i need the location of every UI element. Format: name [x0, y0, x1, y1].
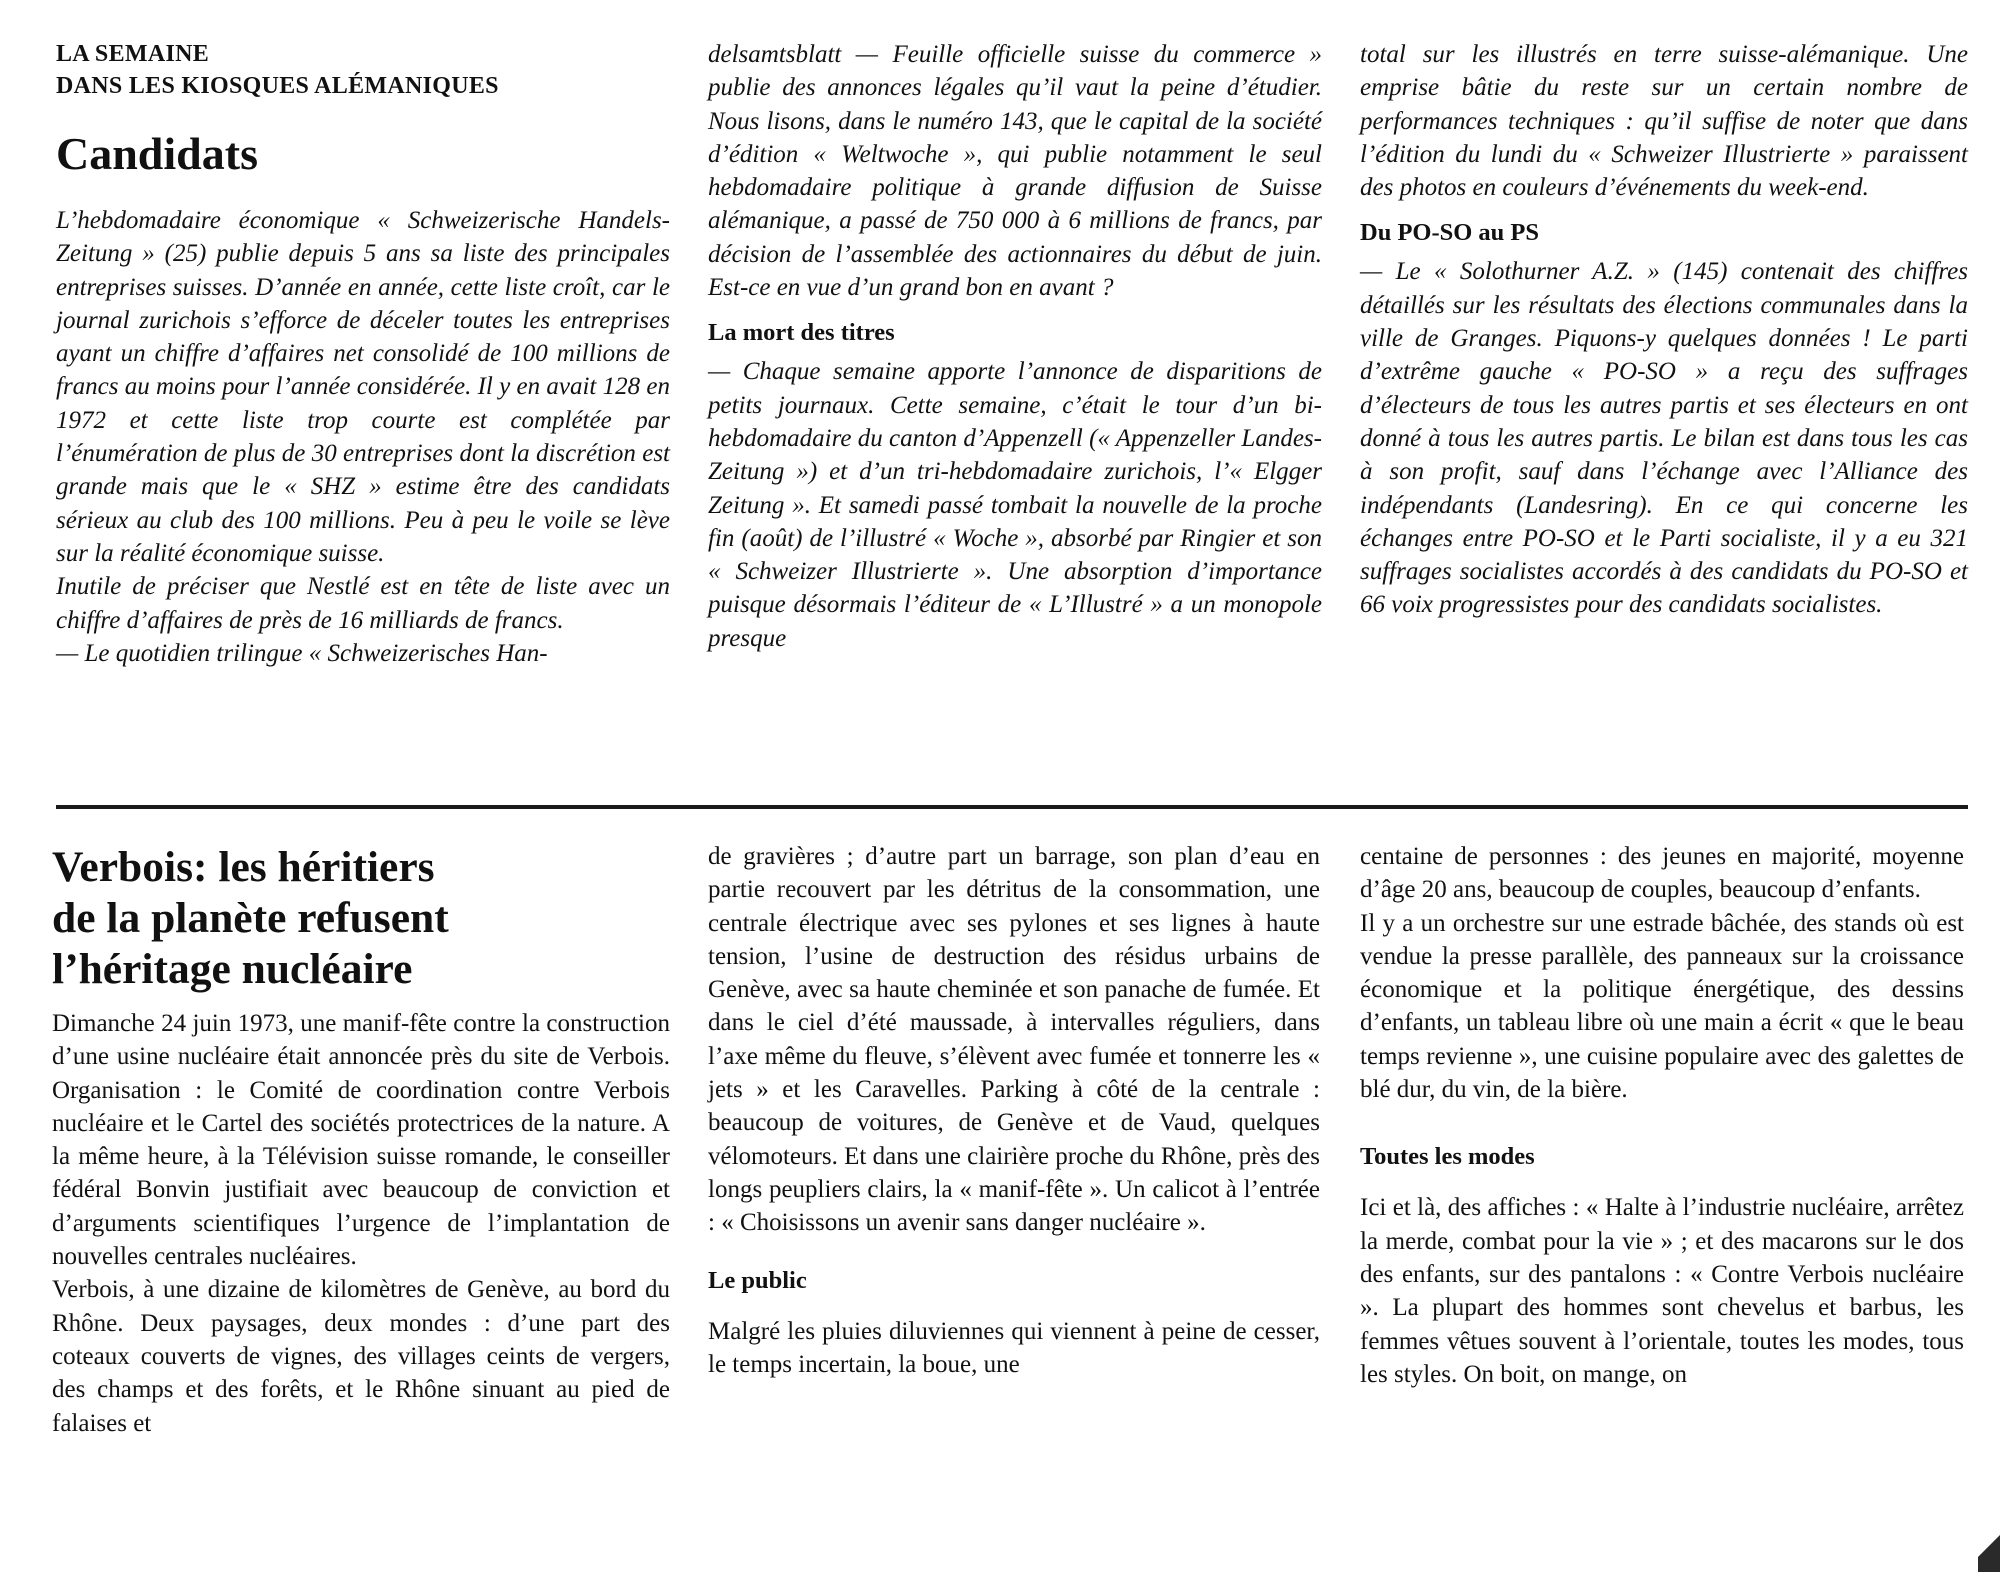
title-line: de la planète refusent [52, 894, 449, 942]
paragraph: — Chaque semaine apporte l’annonce de disparitions de petits journaux. Cette semaine, c’était le tour d’un bi-hebdomadaire du canton d’Appenzell (« Appenzeller Landes-Zeitung ») et d’un tri-hebdomadaire zurichois, l’« Elgger Zeitung ». Et samedi passé tombait la nouvelle de la proche fin (août) de l’illustré « Woche », absorbé par Ringier et son « Schweizer Illustrierte ». Une absorption d’importance puisque désormais l’éditeur de « L’Illustré » a un monopole presque [708, 358, 1322, 652]
kicker-line: DANS LES KIOSQUES ALÉMANIQUES [56, 73, 499, 99]
paragraph: Il y a un orchestre sur une estrade bâchée, des stands où est vendue la presse parallèle, des panneaux sur la croissance économique et la politique énergétique, des dessins d’enfants, un tableau libre où une main a écrit « que le beau temps revienne », une cuisine populaire avec des galettes de blé dur, du vin, de la bière. [1360, 909, 1964, 1104]
subheading-le-public: Le public [708, 1266, 807, 1294]
paragraph: total sur les illustrés en terre suisse-alémanique. Une emprise bâtie du reste sur un certain nombre de performances techniques : qu’il suffise de noter que dans l’édition du lundi du « Schweizer Illustrierte » paraissent des photos en couleurs d’événements du week-end. [1360, 41, 1968, 202]
title-line: l’héritage nucléaire [52, 945, 413, 993]
paragraph: — Le quotidien trilingue « Schweizerisches Han- [56, 639, 548, 667]
paragraph: Verbois, à une dizaine de kilomètres de Genève, au bord du Rhône. Deux paysages, deux mondes : d’une part des coteaux couverts de vignes, des villages ceints de vergers, des champs et des forêts, et le Rhône sinuant au pied de falaises et [52, 1276, 670, 1437]
bottom-column-1 [52, 1007, 670, 1440]
article-title-candidats: Candidats [56, 128, 258, 179]
paragraph: Malgré les pluies diluviennes qui viennent à peine de cesser, le temps incertain, la boue, une [708, 1317, 1320, 1378]
paragraph: Dimanche 24 juin 1973, une manif-fête contre la construction d’une usine nucléaire était annoncée près du site de Verbois. Organisation : le Comité de coordination contre Verbois nucléaire et le Cartel des sociétés protectrices de la nature. A la même heure, à la Télévision suisse romande, le conseiller fédéral Bonvin justifiait avec beaucoup de conviction et d’arguments scientifiques l’urgence de l’implantation de nouvelles centrales nucléaires. [52, 1010, 670, 1271]
paragraph: — Le « Solothurner A.Z. » (145) contenait des chiffres détaillés sur les résultats des élections communales dans la ville de Granges. Piquons-y quelques données ! Le parti d’extrême gauche « PO-SO » a reçu des suffrages d’électeurs de tous les autres partis et ses électeurs en ont donné à tous les autres partis. Le bilan est dans tous les cas à son profit, sauf dans l’échange avec l’Alliance des indépendants (Landesring). En ce qui concerne les échanges entre PO-SO et le Parti socialiste, il y a eu 321 suffrages socialistes accordés à des candidats du PO-SO et 66 voix progressistes pour des candidats socialistes. [1360, 258, 1968, 619]
kicker-line: LA SEMAINE [56, 41, 210, 67]
top-column-1 [56, 204, 670, 670]
page-corner-mark [1978, 1526, 2000, 1572]
bottom-column-3 [1360, 840, 1964, 1391]
paragraph: L’hebdomadaire économique « Schweizerische Handels-Zeitung » (25) publie depuis 5 ans sa liste des principales entreprises suisses. D’année en année, cette liste croît, car le journal zurichois s’efforce de déceler toutes les entreprises ayant un chiffre d’affaires net consolidé de 100 millions de francs au moins pour l’année considérée. Il y en avait 128 en 1972 et cette liste trop courte est complétée par l’énumération de plus de 30 entreprises dont la discrétion est grande mais que le « SHZ » estime être des candidats sérieux au club des 100 millions. Peu à peu le voile se lève sur la réalité économique suisse. [56, 207, 670, 567]
subheading-toutes-les-modes: Toutes les modes [1360, 1143, 1535, 1171]
top-column-3 [1360, 38, 1968, 622]
paragraph: Ici et là, des affiches : « Halte à l’industrie nucléaire, arrêtez la merde, combat pour la vie » ; et des macarons sur le dos des enfants, sur des pantalons : « Contre Verbois nucléaire ». La plupart des hommes sont chevelus et barbus, les femmes vêtues souvent à l’orientale, toutes les modes, tous les styles. On boit, on mange, on [1360, 1194, 1964, 1388]
subheading-po-so-au-ps: Du PO-SO au PS [1360, 219, 1540, 247]
paragraph: de gravières ; d’autre part un barrage, son plan d’eau en partie recouvert par les détritus de la consommation, une centrale électrique avec ses pylones et ses lignes à haute tension, l’usine de destruction des résidus urbains de Genève, avec sa haute cheminée et son panache de fumée. Et dans le ciel d’été maussade, à intervalles réguliers, dans l’axe même du fleuve, s’élèvent avec fumée et tonnerre les « jets » et les Caravelles. Parking à côté de la centrale : beaucoup de voitures, de Genève et de Vaud, quelques vélomoteurs. Et dans une clairière proche du Rhône, près des longs peupliers clairs, la « manif-fête ». Un calicot à l’entrée : « Choisissons un avenir sans danger nucléaire ». [708, 843, 1320, 1237]
paragraph: delsamtsblatt — Feuille officielle suisse du commerce » publie des annonces légales qu’il vaut la peine d’étudier. Nous lisons, dans le numéro 143, que le capital de la société d’édition « Weltwoche », qui publie notamment le seul hebdomadaire politique à grande diffusion de Suisse alémanique, a passé de 750 000 à 6 millions de francs, par décision de l’assemblée des actionnaires du début de juin. Est-ce en vue d’un grand bon en avant ? [708, 41, 1322, 302]
section-kicker [56, 38, 499, 102]
subheading-mort-des-titres: La mort des titres [708, 319, 895, 347]
paragraph: centaine de personnes : des jeunes en majorité, moyenne d’âge 20 ans, beaucoup de couples, beaucoup d’enfants. [1360, 843, 1964, 904]
section-divider [56, 805, 1968, 809]
article-title-verbois [52, 842, 692, 995]
top-column-2 [708, 38, 1322, 655]
paragraph: Inutile de préciser que Nestlé est en tête de liste avec un chiffre d’affaires de près de 16 milliards de francs. [56, 573, 670, 634]
title-line: Verbois: les héritiers [52, 843, 435, 891]
bottom-column-2 [708, 840, 1320, 1381]
